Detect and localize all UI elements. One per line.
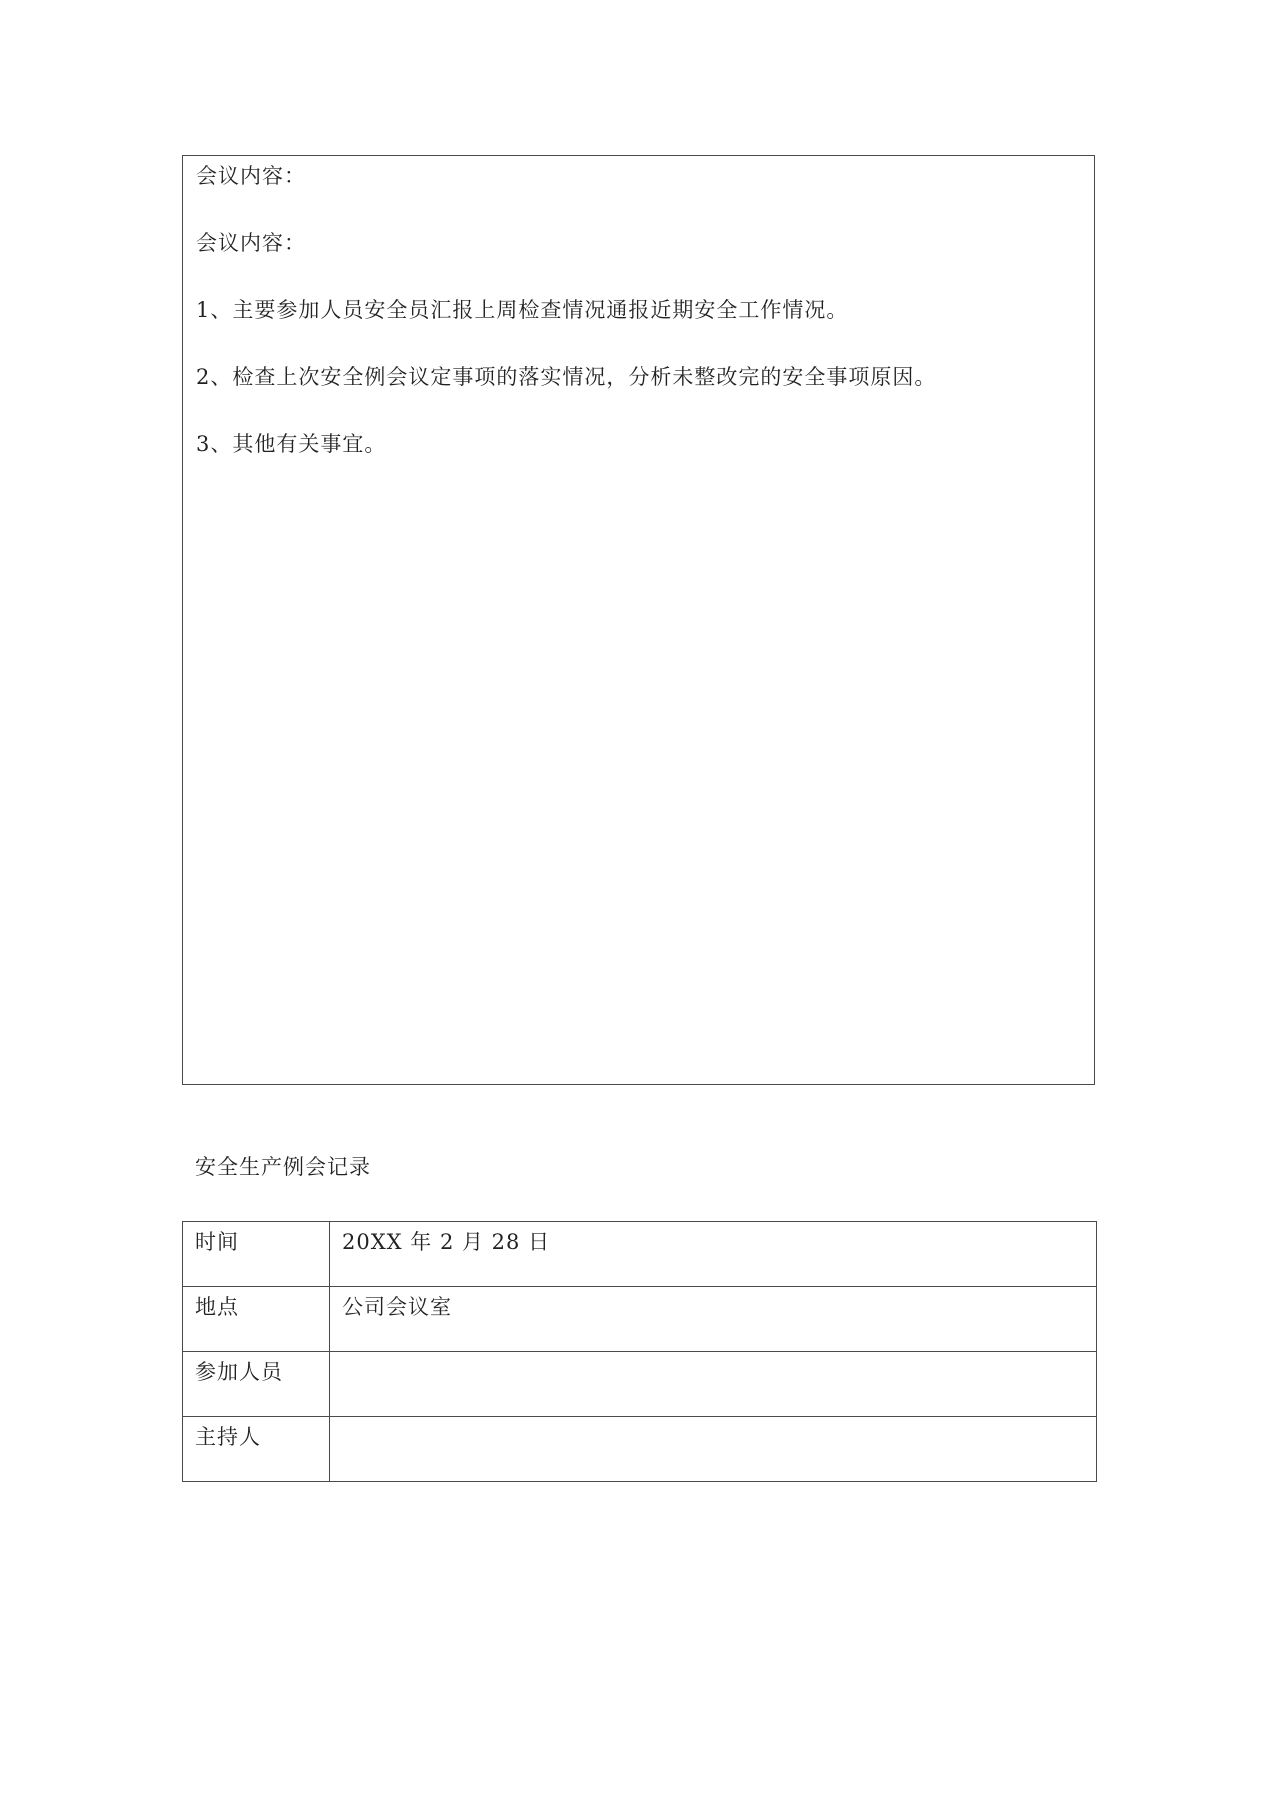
attendees-label: 参加人员 [183,1352,330,1417]
table-row-location [183,1287,1097,1352]
time-label: 时间 [183,1222,330,1287]
meeting-item-3: 3、其他有关事宜。 [196,432,387,456]
meeting-content-box [182,155,1095,1085]
host-value [330,1417,1097,1482]
attendees-value [330,1352,1097,1417]
table-row-attendees [183,1352,1097,1417]
time-value: 20XX 年 2 月 28 日 [330,1222,1097,1287]
meeting-content-subheading: 会议内容： [196,231,306,255]
location-label: 地点 [183,1287,330,1352]
record-title: 安全生产例会记录 [195,1155,371,1179]
table-row-host [183,1417,1097,1482]
meeting-content-heading: 会议内容： [196,164,306,188]
meeting-item-2: 2、检查上次安全例会议定事项的落实情况，分析未整改完的安全事项原因。 [196,365,937,389]
location-value: 公司会议室 [330,1287,1097,1352]
record-table [182,1221,1097,1482]
host-label: 主持人 [183,1417,330,1482]
table-row-time [183,1222,1097,1287]
meeting-item-1: 1、主要参加人员安全员汇报上周检查情况通报近期安全工作情况。 [196,298,849,322]
